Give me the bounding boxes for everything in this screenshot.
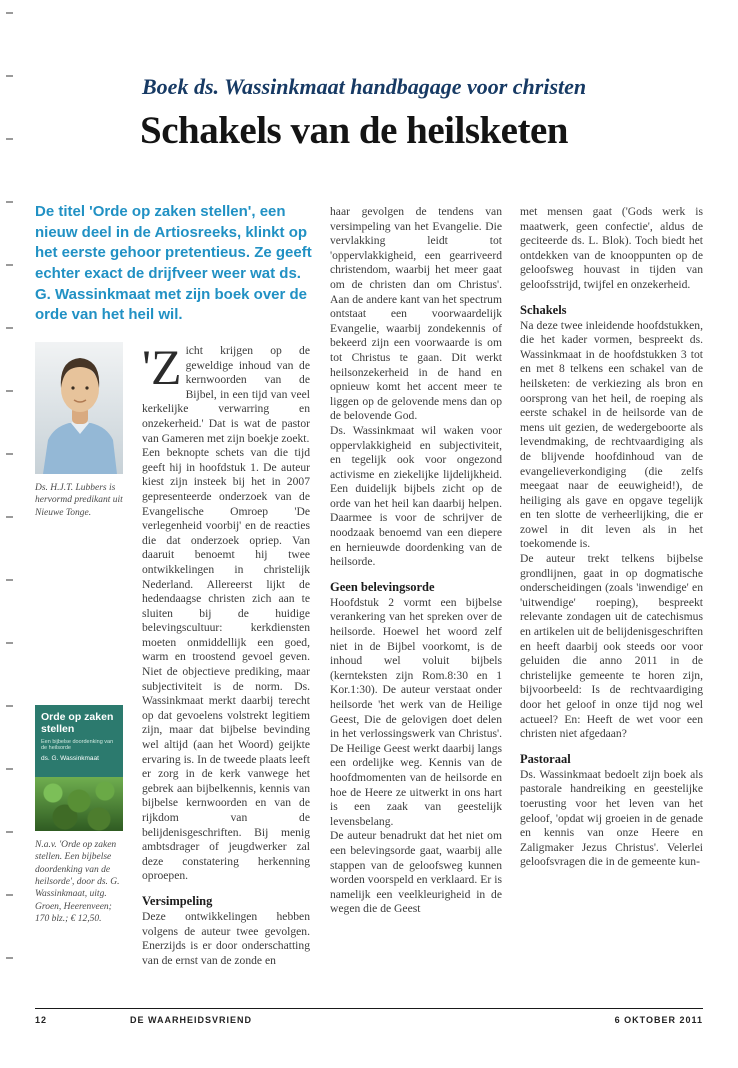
- crop-mark: [6, 957, 13, 959]
- footer-rule: [35, 1008, 703, 1009]
- opening-paragraph: [142, 344, 310, 446]
- page-number: 12: [35, 1015, 48, 1025]
- body-paragraph: icht krijgen op de geweldige inhoud van de kernwoorden van de Bijbel, in een tijd van veel kerkelijke verwarring en onzekerheid.' Dat is wat de pastor van Gameren met zijn boekje zoekt.: [142, 344, 310, 445]
- book-cover-title: Orde op zaken stellen: [41, 711, 114, 735]
- body-paragraph: Deze ontwikkelingen hebben volgens de auteur twee gevolgen. Enerzijds is er door onderschatting van de ernst van de zonde en: [142, 909, 310, 967]
- crop-mark: [6, 327, 13, 329]
- section-heading: Pastoraal: [520, 751, 571, 766]
- crop-mark: [6, 264, 13, 266]
- article-intro: De titel 'Orde op zaken stellen', een nieuw deel in de Artiosreeks, klinkt op het eerste gehoor pretentieus. Ze geeft echter exact de drijfveer weer wat ds. G. Wassinkmaat met zijn boek over de orde van het heil wil.: [35, 203, 312, 324]
- crop-mark: [6, 579, 13, 581]
- section-heading: Versimpeling: [142, 893, 213, 908]
- drop-cap: 'Z: [142, 344, 182, 395]
- text-column-2: [330, 205, 502, 995]
- portrait-photo: [35, 342, 123, 474]
- body-paragraph: Een beknopte schets van die tijd geeft hij in hoofdstuk 1. De auteur kiest zijn insteek bij het in 2007 gepresenteerde onderzoek van de Evangelische Omroep 'De verlegenheid voorbij' en de reacties die dat onderzoek opriep. Van daaruit benoemt hij twee ontwikkelingen in christelijk Nederland. Allereerst lijkt de hedendaagse christen zich aan te sluiten bij de huidige belevingscultuur: kerkdiensten moeten onmiddellijk een goed, warm en troostend gevoel geven. Niet de objectieve prediking, maar subjectiviteit is de norm. Ds. Wassinkmaat merkt daarbij terecht op dat gevoelens volstrekt legitiem zijn, maar dat bijbelse bevinding wel altijd (aan het Woord) geijkte ervaring is. In de tweede plaats leeft er zorg in de kerk vanwege het gebrek aan bijbelkennis, kennis van bijbelse kernwoorden en van de rijkdom van de belijdenisgeschriften. Bij menig ambtsdrager of jeugdwerker zal deze constatering herkenning oproepen.: [142, 446, 310, 883]
- portrait-photo-art: [35, 342, 123, 474]
- crop-mark: [6, 831, 13, 833]
- crop-mark: [6, 705, 13, 707]
- body-paragraph: met mensen gaat ('Gods werk is maatwerk, geen confectie', aldus de geciteerde ds. L. Blok). Toch biedt het ontdekken van de knooppunten op de geloofsweg houvast in tijden van geloofsstrijd, twijfel en onzekerheid.: [520, 205, 703, 291]
- body-paragraph: De auteur benadrukt dat het niet om een belevingsorde gaat, waarbij alle stappen van de geloofsweg kunnen worden voorspeld en verklaard. Er is namelijk een veelkleurigheid in de wegen die de Geest: [330, 829, 502, 916]
- book-cover: [35, 705, 123, 831]
- crop-mark: [6, 642, 13, 644]
- text-column-3: [520, 205, 703, 995]
- book-cover-art: [35, 777, 123, 831]
- crop-mark: [6, 894, 13, 896]
- body-paragraph: haar gevolgen de tendens van versimpeling van het Evangelie. Die vervlakking leidt tot 'oppervlakkigheid, een gearriveerd christendom, waarbij het meer gaat om de christen dan om Christus'. Aan de andere kant van het spectrum ontstaat een voorwaardelijk Evangelie, waarbij zondekennis of bekeerd zijn een voorwaarde is om tot Christus te gaan. Dit werkt heilsonzekerheid in de hand en opnieuw komt het accent meer te liggen op de gelovende mens dan op de belovende God.: [330, 205, 502, 423]
- left-rail: [35, 342, 123, 925]
- book-cover-subtitle: Een bijbelse doordenking van de heilsorde: [41, 738, 114, 752]
- body-paragraph: De auteur trekt telkens bijbelse grondlijnen, gaat in op dogmatische onderscheidingen (zoals 'inwendige' en 'uitwendige' roeping), bespreekt relevante zondagen uit de catechismus en artikelen uit de belijdenisgeschriften en heeft daarbij ook steeds oor voor geluiden die anno 2011 in de christelijke gemeente te horen zijn, bijvoorbeeld: Is de rechtvaardiging door het geloof in onze tijd nog wel actueel? En: Heeft de wet voor een christen niet afgedaan?: [520, 552, 703, 741]
- text-column-1: [142, 344, 310, 994]
- book-caption: N.a.v. 'Orde op zaken stellen. Een bijbelse doordenking van de heilsorde', door ds. G. Wassinkmaat, uitg. Groen, Heerenveen; 170 blz.; € 12,50.: [35, 840, 120, 925]
- article-kicker: Boek ds. Wassinkmaat handbagage voor christen: [142, 74, 587, 99]
- publication-name: DE WAARHEIDSVRIEND: [130, 1015, 253, 1025]
- crop-mark: [6, 516, 13, 518]
- crop-mark: [6, 390, 13, 392]
- crop-mark: [6, 768, 13, 770]
- issue-date: 6 OKTOBER 2011: [614, 1015, 703, 1025]
- crop-mark: [6, 75, 13, 77]
- crop-mark: [6, 138, 13, 140]
- page-footer: [35, 1015, 703, 1029]
- section-heading: Geen belevingsorde: [330, 579, 435, 594]
- body-paragraph: Ds. Wassinkmaat bedoelt zijn boek als pastorale handreiking en geestelijke toerusting voor het leven van het geloof, 'opdat wij groeien in de genade en kennis van onze Heere en Zaligmaker Jezus Christus'. Velerlei geloofsvragen die in de gemeente kun-: [520, 767, 703, 869]
- crop-mark: [6, 453, 13, 455]
- body-paragraph: Na deze twee inleidende hoofdstukken, die het kader vormen, bespreekt ds. Wassinkmaat in de hoofdstukken 3 tot en met 8 telkens een schakel van de heilsketen: de verkiezing als bron en oorsprong van het heil, de roeping als eerste schakel in de heilsorde van de mens uit gezien, de wedergeboorte als levendmaking, de rechtvaardiging als de blijvende hoofdinhoud van de evangelieverkondiging (die zelfs meegaat naar de eeuwigheid!), de heiliging als gave en opgave tegelijk en ten slotte de verheerlijking, die er zowel in dit leven als in het toekomende is.: [520, 318, 703, 551]
- body-paragraph: Ds. Wassinkmaat wil waken voor oppervlakkigheid en subjectiviteit, en tegelijk ook voor ongezond activisme en ziekelijke lijdelijkheid. Een duidelijk bijbels zicht op de orde van het heil kan daarbij helpen. Daarmee is voor de schrijver de noodzaak benoemd van een diepere en hernieuwde doordenking van de heilsorde.: [330, 423, 502, 569]
- photo-caption: Ds. H.J.T. Lubbers is hervormd predikant uit Nieuwe Tonge.: [35, 483, 123, 518]
- section-heading: Schakels: [520, 302, 567, 317]
- crop-mark: [6, 201, 13, 203]
- body-paragraph: Hoofdstuk 2 vormt een bijbelse verankering van het spreken over de heilsorde. Hoewel het woord zelf niet in de Bijbel voorkomt, is de inhoud wel voluit bijbels (kernteksten zijn Rom.8:30 en 1 Kor.1:30). De auteur verstaat onder heilsorde 'het werk van de Heilige Geest, Die de gelovigen doet delen in het verlossingswerk van Christus'. De Heilige Geest werkt daarbij langs een ordelijke weg. Kennis van de hoofdmomenten van de heilsorde en hoe de Heere ze uitwerkt in ons hart is een zaak van geestelijk levensbelang.: [330, 595, 502, 828]
- crop-mark: [6, 12, 13, 14]
- book-cover-author: ds. G. Wassinkmaat: [41, 754, 99, 762]
- article-title: Schakels van de heilsketen: [140, 109, 568, 152]
